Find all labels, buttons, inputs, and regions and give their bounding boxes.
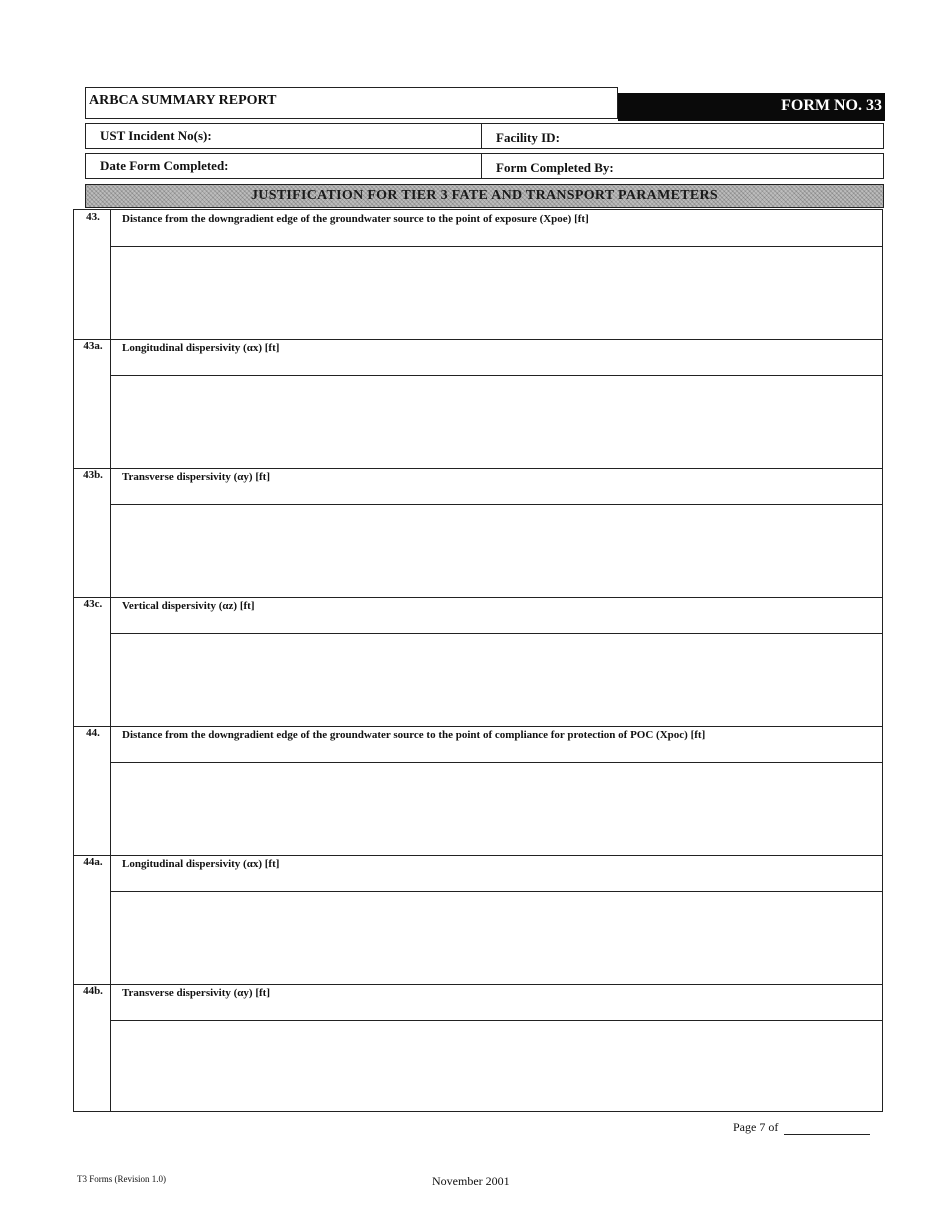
section-title-bar xyxy=(85,184,884,208)
item-number: 44a. xyxy=(83,856,103,868)
item-number: 43a. xyxy=(83,340,103,352)
item-label: Transverse dispersivity (αy) [ft] xyxy=(122,471,270,483)
ust-incident-label: UST Incident No(s): xyxy=(100,128,212,143)
row-divider xyxy=(74,984,882,985)
ust-incident-field[interactable] xyxy=(86,124,482,148)
label-divider xyxy=(110,891,882,892)
item-label: Distance from the downgradient edge of the groundwater source to the point of exposure (Xpoe) [ft] xyxy=(122,213,589,225)
report-header xyxy=(85,87,885,121)
completed-by-label: Form Completed By: xyxy=(496,160,614,175)
label-divider xyxy=(110,633,882,634)
item-43a-entry[interactable] xyxy=(112,377,880,468)
page-number xyxy=(733,1120,870,1135)
form-number: FORM NO. 33 xyxy=(781,97,882,114)
report-title: ARBCA SUMMARY REPORT xyxy=(89,93,277,108)
item-43b xyxy=(74,468,882,597)
row-divider xyxy=(74,726,882,727)
date-completed-label: Date Form Completed: xyxy=(100,158,229,173)
completion-row xyxy=(85,153,884,179)
item-label: Transverse dispersivity (αy) [ft] xyxy=(122,987,270,999)
date-completed-field[interactable] xyxy=(86,154,482,178)
label-divider xyxy=(110,762,882,763)
item-44-entry[interactable] xyxy=(112,764,880,855)
row-divider xyxy=(74,468,882,469)
section-title: JUSTIFICATION FOR TIER 3 FATE AND TRANSPORT PARAMETERS xyxy=(250,188,719,203)
row-divider xyxy=(74,855,882,856)
label-divider xyxy=(110,504,882,505)
page-total-blank[interactable] xyxy=(784,1122,870,1135)
item-number: 43. xyxy=(86,211,100,223)
item-label: Longitudinal dispersivity (αx) [ft] xyxy=(122,342,280,354)
item-number: 43b. xyxy=(83,469,103,481)
item-number: 44b. xyxy=(83,985,103,997)
facility-id-label: Facility ID: xyxy=(496,130,560,145)
item-43a xyxy=(74,339,882,468)
form-number-cell xyxy=(618,93,885,121)
item-43b-entry[interactable] xyxy=(112,506,880,597)
incident-facility-row xyxy=(85,123,884,149)
completed-by-field[interactable] xyxy=(482,154,883,178)
label-divider xyxy=(110,375,882,376)
item-44 xyxy=(74,726,882,855)
page-label: Page 7 of xyxy=(733,1120,779,1134)
item-43c xyxy=(74,597,882,726)
label-divider xyxy=(110,1020,882,1021)
facility-id-field[interactable] xyxy=(482,124,883,148)
row-divider xyxy=(74,597,882,598)
item-43c-entry[interactable] xyxy=(112,635,880,726)
item-43 xyxy=(74,210,882,339)
item-43-entry[interactable] xyxy=(112,248,880,339)
item-44a xyxy=(74,855,882,984)
item-44a-entry[interactable] xyxy=(112,893,880,984)
item-number: 44. xyxy=(86,727,100,739)
form-revision: T3 Forms (Revision 1.0) xyxy=(77,1174,166,1184)
item-44b-entry[interactable] xyxy=(112,1022,880,1111)
item-label: Vertical dispersivity (αz) [ft] xyxy=(122,600,255,612)
label-divider xyxy=(110,246,882,247)
parameters-table xyxy=(73,209,883,1112)
item-number: 43c. xyxy=(83,598,103,610)
report-title-cell xyxy=(85,87,618,119)
item-label: Longitudinal dispersivity (αx) [ft] xyxy=(122,858,280,870)
row-divider xyxy=(74,339,882,340)
form-date: November 2001 xyxy=(432,1174,510,1188)
item-44b xyxy=(74,984,882,1111)
item-label: Distance from the downgradient edge of the groundwater source to the point of compliance for protection of POC (Xpoc) [ft] xyxy=(122,729,706,741)
